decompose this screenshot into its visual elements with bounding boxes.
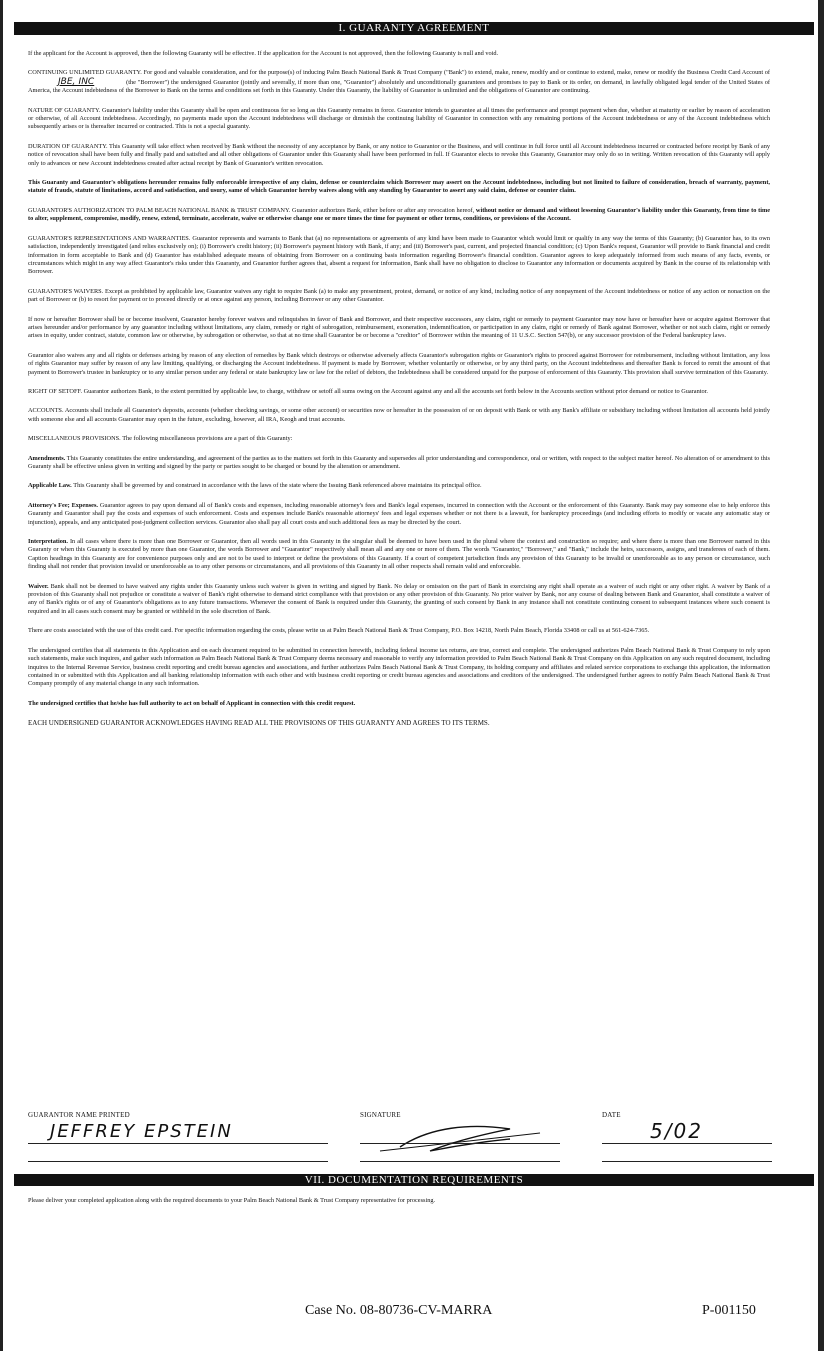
amendments-heading: Amendments.	[28, 454, 66, 462]
interpretation-paragraph	[28, 538, 770, 572]
waivers-heading: GUARANTOR'S WAIVERS.	[28, 287, 104, 295]
misc-heading: MISCELLANEOUS PROVISIONS.	[28, 435, 121, 443]
date-value: 5/02	[650, 1119, 703, 1143]
nature-heading: NATURE OF GUARANTY.	[28, 106, 101, 114]
date-label: DATE	[602, 1111, 621, 1119]
signature-line	[360, 1143, 560, 1144]
guarantor-signature	[360, 1117, 560, 1157]
attorneys-paragraph	[28, 502, 770, 527]
guarantor-name-value: JEFFREY EPSTEIN	[50, 1121, 233, 1142]
guarantor-name-label: GUARANTOR NAME PRINTED	[28, 1111, 130, 1119]
intro-paragraph: If the applicant for the Account is approved, then the following Guaranty will be effective. If the application for the Account is not approved, then the following Guaranty is null and void.	[28, 50, 499, 57]
applicable-law-text: This Guaranty shall be governed by and construed in accordance with the laws of the state where the Issuing Bank referenced above maintains its principal office.	[73, 482, 482, 490]
accounts-text: Accounts shall include all Guarantor's deposits, accounts (whether checking savings, or some other account) or securities now or hereafter in the possession of or on deposit with Bank or with any Bank's affiliate or subsidiary including without limitation all accounts held jointly with someone else and all accounts Guarantor may open in the future, excluding, however, all IRA, Keogh and trust accounts.	[28, 407, 770, 423]
signature-block	[28, 1111, 798, 1169]
authorization-paragraph	[28, 207, 770, 224]
duration-paragraph	[28, 143, 770, 168]
authorization-text: Guarantor authorizes Bank, either before or after any revocation hereof,	[292, 206, 475, 214]
continuing-text-before: For good and valuable consideration, and for the purpose(s) of inducing Palm Beach National Bank & Trust Company ("Bank") to extend, make, renew, modify and or continue to extend, make, renew or modify the Business Credit Card Account of	[143, 69, 771, 77]
costs-paragraph: There are costs associated with the use of this credit card. For specific information regarding the costs, please write us at Palm Beach National Bank & Trust Company, P.O. Box 14218, North Palm Beach, Florida 33408 or call us at 561-624-7365.	[28, 627, 650, 635]
enforceable-paragraph: This Guaranty and Guarantor's obligations hereunder remains fully enforceable irrespective of any claim, defense or counterclaim which Borrower may assert on the Account indebtedness, including but not limited to failure of consideration, breach of warranty, payment, statute of frauds, statute of limitations, accord and satisfaction, and usury, same of which Guarantor hereby waives along with any standing by Guarantor to assert any said claim, defense or counter claim.	[28, 179, 770, 195]
waivers-text: Except as prohibited by applicable law, Guarantor waives any right to require Bank (a) to make any presentment, protest, demand, or notice of any kind, including notice of any nonpayment of the Account indebtedness or notice of any action or nonaction on the part of Borrower or (b) to resort for payment or to proceed directly or at once against any person, including Borrower or any other Guarantor.	[28, 287, 771, 304]
amendments-text: This Guaranty constitutes the entire understanding, and agreement of the parties as to the matters set forth in this Guaranty and supersedes all prior understanding and correspondence, oral or written, with respect to the subject matter hereof. No alteration of or amendment to this Guaranty shall be effective unless given in writing and signed by the party or parties sought to be charged or bound by the alteration or amendment.	[28, 454, 770, 470]
guarantor-name-line	[28, 1143, 328, 1144]
waiver-heading: Waiver.	[28, 582, 49, 590]
applicable-law-paragraph	[28, 482, 770, 490]
section-title-guaranty: I. GUARANTY AGREEMENT	[14, 22, 814, 35]
scan-edge-right	[818, 0, 824, 1351]
signature-line-2	[360, 1161, 560, 1162]
insolvency-paragraph: If now or hereafter Borrower shall be or become insolvent, Guarantor hereby forever waives and relinquishes in favor of Bank and Borrower, and their respective successors, any claim, right or remedy to payment Guarantor may now have or hereafter have or acquire against Borrower that arises hereunder and/or performance by any guarantor including without limitations, any claim, remedy or right of subrogation, reimbursement, exoneration, indemnification, or participation in any claim, right or remedy of Bank against Borrower, whether or not such claim, right or remedy arises in equity, under contract, statute, common law or otherwise, by subrogation or otherwise, so that at no time shall Guarantor be or become a "creditor" of Borrower within the meaning of 11 U.S.C. Section 547(b), or any successor provision of the Federal bankruptcy laws.	[28, 315, 770, 340]
bates-page-id: P-001150	[702, 1303, 756, 1318]
borrower-name-field: JBE, INC	[58, 76, 95, 87]
signature-column	[360, 1111, 560, 1119]
section-title-documentation: VII. DOCUMENTATION REQUIREMENTS	[14, 1174, 814, 1186]
guaranty-body	[28, 50, 770, 739]
duration-text: This Guaranty will take effect when received by Bank without the necessity of any acceptance by Bank, or any notice to Guarantor or the Business, and will continue in full force until all Account indebtedness incurred or contracted before receipt by Bank of any notice of revocation shall have been fully and finally paid and satisfied and all other obligations of Guarantor under this Guaranty shall have been performed in full. If Guarantor elects to revoke this Guaranty, Guarantor may only do so in writing. Written revocation of this Guaranty will apply only to advances or new Account indebtedness created after actual receipt by Bank of Guarantor's written revocation.	[28, 142, 770, 167]
guarantor-name-column	[28, 1111, 328, 1142]
certifies-paragraph: The undersigned certifies that all statements in this Application and on each document required to be submitted in connection herewith, including federal income tax returns, are true, correct and complete. The undersigned authorizes Palm Beach National Bank & Trust Company to rely upon such statements, make such inquires, and gather such information as Palm Beach National Bank & Trust Company deems necessary and reasonable to verify any information provided to Palm Beach National Bank & Trust Company on this Application on any such required document, including inquires to the Internal Revenue Service, business credit reporting and credit bureau agencies and associations, and further authorizes Palm Beach National Bank & Trust Company, its holding company and affiliates and related service corporations to exchange this application, the information contained in or submitted with this Application and all banking relationship information with each other and with business credit reporting or credit bureau agencies and associations and creditors of the undersigned. The undersigned further agrees to notify Palm Beach National Bank & Trust Company promptly of any material change in any such information.	[28, 646, 770, 688]
amendments-paragraph	[28, 455, 770, 472]
waivers-paragraph	[28, 288, 770, 305]
date-line-2	[602, 1161, 772, 1162]
misc-text: The following miscellaneous provisions are a part of this Guaranty:	[122, 435, 293, 443]
duration-heading: DURATION OF GUARANTY.	[28, 142, 108, 150]
documentation-text: Please deliver your completed application along with the required documents to your Palm Beach National Bank & Trust Company representative for processing.	[28, 1197, 436, 1204]
scan-edge-left	[0, 0, 3, 1351]
continuing-guaranty-paragraph	[28, 69, 770, 95]
date-line	[602, 1143, 772, 1144]
continuing-text-after: (the "Borrower") the undersigned Guarantor (jointly and severally, if more than one, "Guarantor") absolutely and unconditionally guarantees and promises to pay to Bank or its order, on demand, in lawfully obligated legal tender of the United States of America, the Account indebtedness of the Borrower to Bank on the terms and conditions set forth in this Guaranty. Under this Guaranty, the liability of Guarantor is unlimited and the obligations of Guarantor are continuing.	[28, 78, 770, 95]
authorization-bold-text: without notice or demand and without lessening Guarantor's liability under this Guaranty, from time to time to alter, supplement, compromise, modify, renew, extend, terminate, accelerate, waive or otherwise change one or more times the time for payment or other terms, conditions, or provisions of the Account.	[28, 206, 771, 223]
nature-paragraph	[28, 107, 770, 132]
case-number: Case No. 08-80736-CV-MARRA	[305, 1303, 493, 1318]
waiver-paragraph	[28, 583, 770, 617]
authorization-heading: GUARANTOR'S AUTHORIZATION TO PALM BEACH NATIONAL BANK & TRUST COMPANY.	[28, 206, 291, 214]
misc-paragraph	[28, 435, 770, 443]
representations-heading: GUARANTOR'S REPRESENTATIONS AND WARRANTIES.	[28, 234, 191, 242]
applicable-law-heading: Applicable Law.	[28, 482, 72, 490]
attorneys-text: Guarantor agrees to pay upon demand all of Bank's costs and expenses, including reasonable attorney's fees and Bank's legal expenses, incurred in connection with the Account or the enforcement of this Guaranty. Bank may pay someone else to help enforce this Guaranty and Guarantor shall pay the costs and expenses of such enforcement. Costs and expenses include Bank's reasonable attorneys' fees and legal expenses whether or not there is a lawsuit, for bankruptcy proceedings (and including efforts to modify or vacate any automatic stay or injunction), appeals, and any anticipated post-judgment collection services. Guarantor also shall pay all court costs and such additional fees as may be directed by the court.	[28, 501, 770, 526]
accounts-heading: ACCOUNTS.	[28, 407, 64, 415]
guarantor-name-line-2	[28, 1161, 328, 1162]
setoff-paragraph	[28, 388, 770, 396]
accounts-paragraph	[28, 407, 770, 424]
setoff-text: Guarantor authorizes Bank, to the extent permitted by applicable law, to charge, withdraw or setoff all sums owing on the Account against any and all the accounts set forth below in the Accounts section without prior demand or notice to Guarantor.	[83, 387, 708, 395]
representations-text: Guarantor represents and warrants to Bank that (a) no representations or agreements of any kind have been made to Guarantor which would limit or qualify in any way the terms of this Guaranty; (b) Guarantor has, to its own satisfaction, independently investigated (and relies exclusively on); (i) Borrower's credit history; (ii) Borrower's payment history with Bank, if any; and (iii) Borrower's past, current, and projected financial condition; (c) Upon Bank's request, Guarantor will provide to Bank financial and credit information in form acceptable to Bank and (d) Guarantor has established adequate means of obtaining from Borrower on a continuing basis information regarding Borrower's financial condition. Guarantor agrees to keep adequately informed from such means of any facts, events, or circumstances which might in any way affect Guarantor's risks under this Guaranty, and Guarantor further agrees that, absent a request for information, Bank shall have no obligation to disclose to Guarantor any information or documents acquired by Bank in the course of its relationship with Borrower.	[28, 234, 770, 276]
acknowledge-paragraph: EACH UNDERSIGNED GUARANTOR ACKNOWLEDGES HAVING READ ALL THE PROVISIONS OF THIS GUARANTY AND AGREES TO ITS TERMS.	[28, 719, 490, 728]
authority-paragraph: The undersigned certifies that he/she has full authority to act on behalf of Applicant in connection with this credit request.	[28, 699, 356, 707]
representations-paragraph	[28, 235, 770, 277]
attorneys-heading: Attorney's Fee; Expenses.	[28, 501, 98, 509]
waiver-text: Bank shall not be deemed to have waived any rights under this Guaranty unless such waiver is given in writing and signed by Bank. No delay or omission on the part of Bank in exercising any right shall operate as a waiver of such right or any other right. A waiver by Bank of a provision of this Guaranty shall not prejudice or constitute a waiver of Bank's right otherwise to demand strict compliance with that provision or any other provision of this Guaranty. No prior waiver by Bank, nor any course of dealing between Bank and Guarantor, shall constitute a waiver of any of Bank's rights or of any of Guarantor's obligations as to any future transactions. Whenever the consent of Bank is required under this Guaranty, the granting of such consent by Bank in any instance shall not constitute continuing consent to subsequent instances where such consent is required and in all cases such consent may be granted or withheld in the sole discretion of Bank.	[28, 582, 770, 615]
signature-label: SIGNATURE	[360, 1111, 401, 1119]
remedies-paragraph: Guarantor also waives any and all rights or defenses arising by reason of any election of remedies by Bank which destroys or otherwise adversely affects Guarantor's subrogation rights or Guarantor's rights to proceed against Borrower for reimbursement, including without limitation, any loss of rights Guarantor may suffer by reason of any law limiting, qualifying, or discharging the Account indebtedness. If payment is made by Borrower, whether voluntarily or otherwise, or by any third party, on the Account indebtedness and thereafter Bank is forced to remit the amount of that payment to Borrower's trustee in bankruptcy or to any similar person under any federal or state bankruptcy law or law for the relief of debtors, the Indebtedness shall be considered unpaid for the purpose of enforcement of this Guaranty. This provision shall survive termination of this Guaranty.	[28, 351, 770, 376]
setoff-heading: RIGHT OF SETOFF.	[28, 387, 83, 395]
date-column	[602, 1111, 772, 1143]
interpretation-heading: Interpretation.	[28, 538, 68, 546]
interpretation-text: In all cases where there is more than one Borrower or Guarantor, then all words used in this Guaranty in the singular shall be deemed to have been used in the plural where the context and construction so require; and where there is more than one Borrower named in this Guaranty or when this Guaranty is executed by more than one Guarantor, the words Borrower and "Guarantor" respectively shall mean all and any one or more of them. The words "Guarantor," "Borrower," and "Bank," include the heirs, successors, assigns, and transferees of each of them. Caption headings in this Guaranty are for convenience purposes only and are not to be used to interpret or define the provisions of this Guaranty. If a court of competent jurisdiction finds any provision of this Guaranty to be invalid or unenforceable as to any person or circumstance, such finding shall not render that provision invalid or unenforceable as to any other persons or circumstances, and all provisions of this Guaranty in all other respects shall remain valid and enforceable.	[28, 538, 770, 571]
nature-text: Guarantor's liability under this Guaranty shall be open and continuous for so long as this Guaranty remains in force. Guarantor intends to guarantee at all times the performance and prompt payment when due, whether at maturity or earlier by reason of acceleration or otherwise, of all Account indebtedness. Accordingly, no payments made upon the Account indebtedness will discharge or diminish the continuing liability of Guarantor in connection with any remaining portions of the Account indebtedness or any of the Account indebtedness which subsequently arises or is thereafter incurred or contracted. This is not a special guaranty.	[28, 106, 770, 131]
continuing-heading: CONTINUING UNLIMITED GUARANTY.	[28, 69, 142, 77]
